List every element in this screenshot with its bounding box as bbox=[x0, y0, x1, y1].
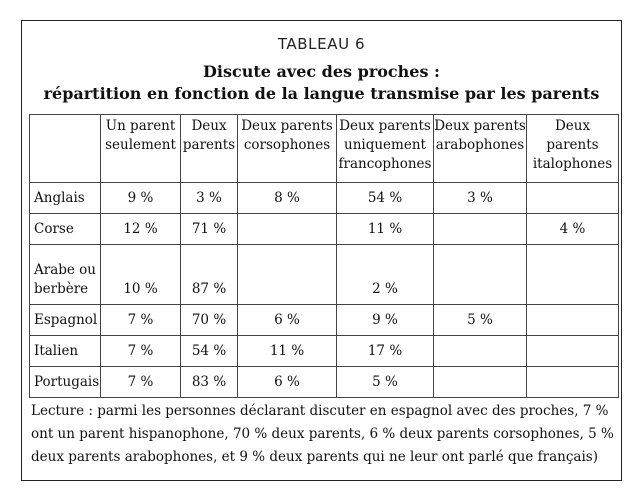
table-cell bbox=[238, 245, 337, 305]
table-cell bbox=[238, 214, 337, 245]
table-cell bbox=[434, 336, 527, 367]
table-cell: 71 % bbox=[181, 214, 238, 245]
table-frame bbox=[21, 20, 622, 481]
table-cell: 54 % bbox=[181, 336, 238, 367]
column-header: Un parent seulement bbox=[101, 115, 181, 183]
table-cell: 11 % bbox=[238, 336, 337, 367]
row-language: Anglais bbox=[30, 183, 101, 214]
data-table bbox=[29, 114, 619, 398]
table-cell bbox=[434, 245, 527, 305]
table-cell: 8 % bbox=[238, 183, 337, 214]
table-cell bbox=[527, 245, 619, 305]
table-cell: 6 % bbox=[238, 305, 337, 336]
table-row bbox=[30, 336, 619, 367]
table-cell: 3 % bbox=[181, 183, 238, 214]
table-cell bbox=[527, 305, 619, 336]
table-cell: 17 % bbox=[337, 336, 434, 367]
table-cell: 9 % bbox=[337, 305, 434, 336]
table-cell: 83 % bbox=[181, 367, 238, 398]
table-row bbox=[30, 183, 619, 214]
table-cell: 10 % bbox=[101, 245, 181, 305]
table-cell: 2 % bbox=[337, 245, 434, 305]
reading-note: Lecture : parmi les personnes déclarant discuter en espagnol avec des proches, 7 % ont un parent hispanophone, 70 % deux parents, 6 % deux parents corsophones, 5 % deux parents arabophones, et 9 % deux parents qui ne leur ont parlé que français) bbox=[31, 403, 614, 465]
table-cell: 3 % bbox=[434, 183, 527, 214]
table-label: TABLEAU 6 bbox=[277, 35, 366, 53]
header-row bbox=[30, 115, 619, 183]
column-header: Deux parents corsophones bbox=[238, 115, 337, 183]
column-header: Deux parents arabophones bbox=[434, 115, 527, 183]
table-cell bbox=[434, 214, 527, 245]
column-header: Deux parents uniquement francophones bbox=[337, 115, 434, 183]
table-cell: 7 % bbox=[101, 336, 181, 367]
table-cell: 11 % bbox=[337, 214, 434, 245]
table-row bbox=[30, 214, 619, 245]
table-cell bbox=[527, 336, 619, 367]
row-language: Arabe ou berbère bbox=[30, 245, 101, 305]
table-cell: 7 % bbox=[101, 367, 181, 398]
table-cell: 5 % bbox=[337, 367, 434, 398]
column-header: Deux parents italophones bbox=[527, 115, 619, 183]
row-language: Corse bbox=[30, 214, 101, 245]
title-line-1: Discute avec des proches : bbox=[203, 62, 440, 81]
table-cell: 5 % bbox=[434, 305, 527, 336]
table-cell: 7 % bbox=[101, 305, 181, 336]
table-cell: 54 % bbox=[337, 183, 434, 214]
table-title bbox=[22, 61, 621, 105]
row-language: Espagnol bbox=[30, 305, 101, 336]
table-cell bbox=[434, 367, 527, 398]
table-cell: 70 % bbox=[181, 305, 238, 336]
table-row bbox=[30, 367, 619, 398]
table-cell bbox=[527, 183, 619, 214]
table-cell: 9 % bbox=[101, 183, 181, 214]
table-row bbox=[30, 305, 619, 336]
title-line-2: répartition en fonction de la langue transmise par les parents bbox=[43, 84, 600, 103]
table-cell: 12 % bbox=[101, 214, 181, 245]
row-language: Portugais bbox=[30, 367, 101, 398]
table-cell bbox=[527, 367, 619, 398]
table-cell: 87 % bbox=[181, 245, 238, 305]
row-language: Italien bbox=[30, 336, 101, 367]
header-corner bbox=[30, 115, 101, 183]
table-cell: 4 % bbox=[527, 214, 619, 245]
column-header: Deux parents bbox=[181, 115, 238, 183]
table-row bbox=[30, 245, 619, 305]
table-cell: 6 % bbox=[238, 367, 337, 398]
